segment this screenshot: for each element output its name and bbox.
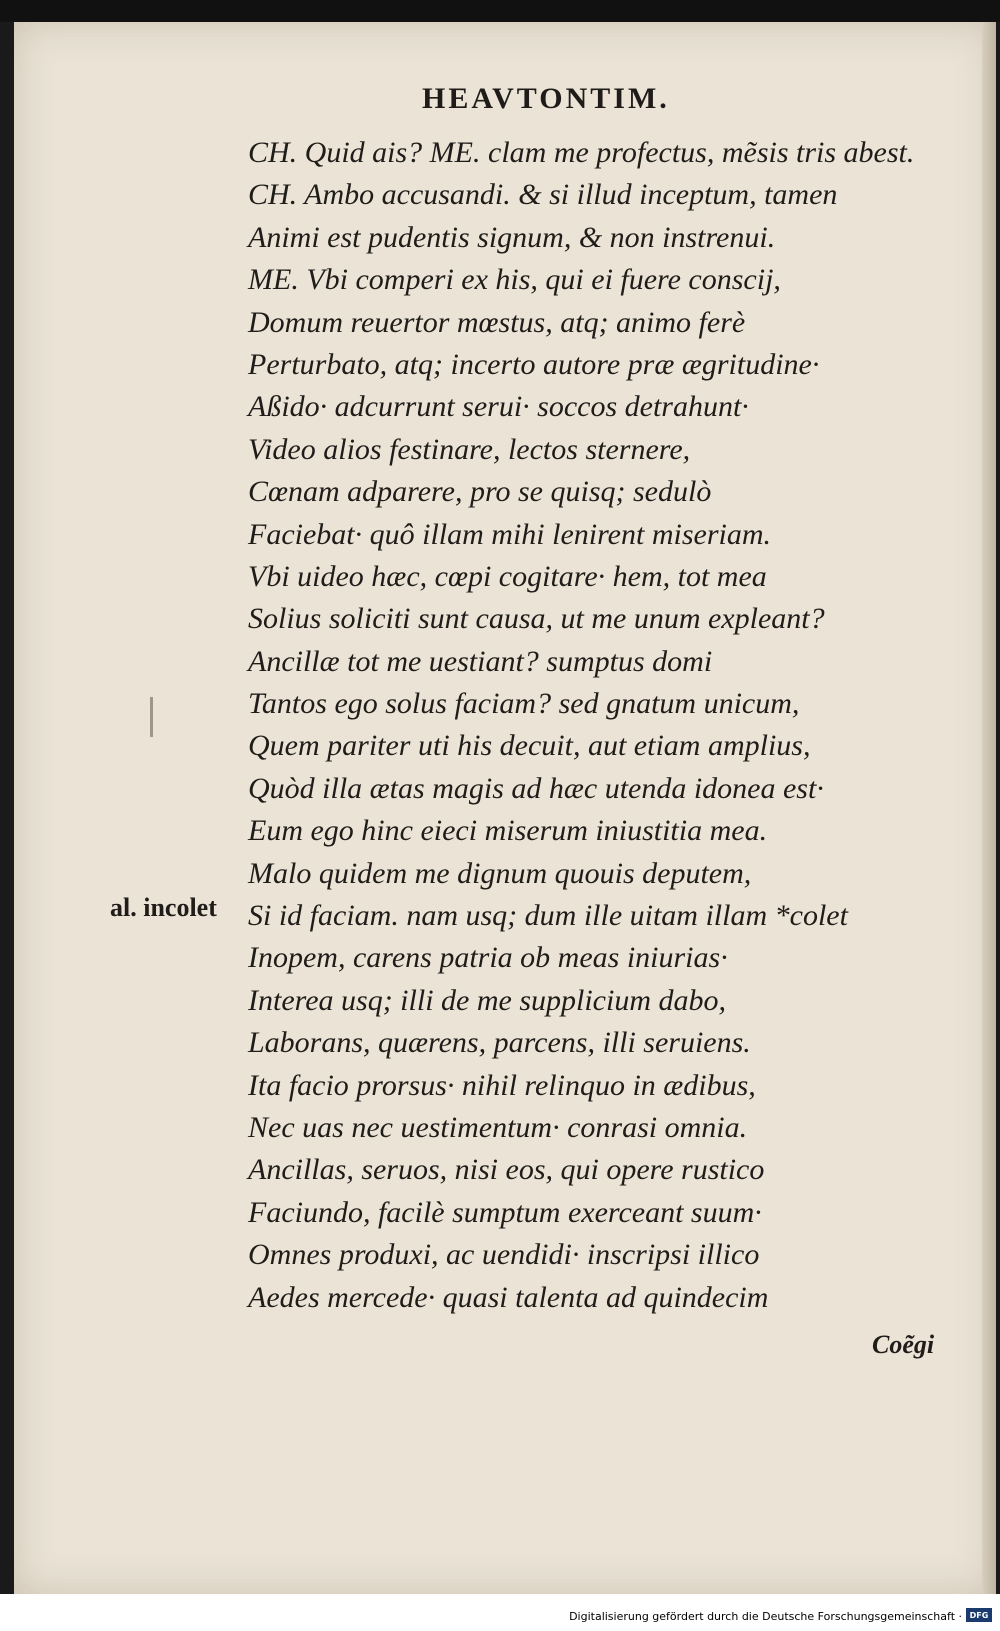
verse-line: Aedes mercede· quasi talenta ad quindecim xyxy=(248,1280,769,1314)
verse-text xyxy=(248,132,914,1319)
verse-line: Ancillæ tot me uestiant? sumptus domi xyxy=(248,644,713,678)
verse-line: CH. Ambo accusandi. & si illud inceptum, tamen xyxy=(248,178,838,212)
verse-line: Nec uas nec uestimentum· conrasi omnia. xyxy=(248,1110,748,1144)
verse-line: Omnes produxi, ac uendidi· inscripsi illico xyxy=(248,1238,760,1272)
verse-line: Eum ego hinc eieci miserum iniustitia mea. xyxy=(248,814,768,848)
verse-line: Faciundo, facilè sumptum exerceant suum· xyxy=(248,1195,762,1229)
verse-line: Quòd illa ætas magis ad hæc utenda idonea est· xyxy=(248,771,824,805)
verse-line: Laborans, quærens, parcens, illi seruiens. xyxy=(248,1026,751,1060)
verse-line: ME. Vbi comperi ex his, qui ei fuere conscij, xyxy=(248,263,781,297)
verse-line: Perturbato, atq; incerto autore præ ægritudine· xyxy=(248,347,820,381)
verse-line: Faciebat· quô illam mihi lenirent miseriam. xyxy=(248,517,771,551)
verse-line: Vbi uideo hæc, cœpi cogitare· hem, tot mea xyxy=(248,559,767,593)
verse-line: Cœnam adparere, pro se quisq; sedulò xyxy=(248,475,712,509)
verse-line: Animi est pudentis signum, & non instrenui. xyxy=(248,220,776,254)
verse-line: Inopem, carens patria ob meas iniurias· xyxy=(248,941,728,975)
verse-line: CH. Quid ais? ME. clam me profectus, mẽsis tris abest. xyxy=(248,136,915,169)
verse-line: Ancillas, seruos, nisi eos, qui opere rustico xyxy=(248,1153,765,1187)
verse-line: Aßido· adcurrunt serui· soccos detrahunt· xyxy=(248,390,749,424)
verse-line: Solius soliciti sunt causa, ut me unum expleant? xyxy=(248,602,825,636)
verse-line: Video alios festinare, lectos sternere, xyxy=(248,432,691,466)
footer-credit: Digitalisierung gefördert durch die Deutsche Forschungsgemeinschaft · xyxy=(569,1610,962,1623)
catchword: Coẽgi xyxy=(872,1330,935,1359)
page-edge xyxy=(982,22,996,1594)
margin-mark xyxy=(150,697,153,737)
dfg-logo: DFG xyxy=(966,1608,992,1622)
verse-line: Ita facio prorsus· nihil relinquo in ædibus, xyxy=(248,1068,756,1102)
verse-line: Tantos ego solus faciam? sed gnatum unicum, xyxy=(248,687,800,721)
running-header: HEAVTONTIM. xyxy=(422,82,670,115)
verse-line: Si id faciam. nam usq; dum ille uitam illam *colet xyxy=(248,899,848,933)
verse-line: Interea usq; illi de me supplicium dabo, xyxy=(248,983,726,1017)
margin-note: al. incolet xyxy=(110,893,217,922)
verse-line: Quem pariter uti his decuit, aut etiam amplius, xyxy=(248,729,811,763)
verse-line: Malo quidem me dignum quouis deputem, xyxy=(248,856,752,890)
verse-line: Domum reuertor mœstus, atq; animo ferè xyxy=(248,305,746,339)
scan-border-top xyxy=(0,0,1000,22)
